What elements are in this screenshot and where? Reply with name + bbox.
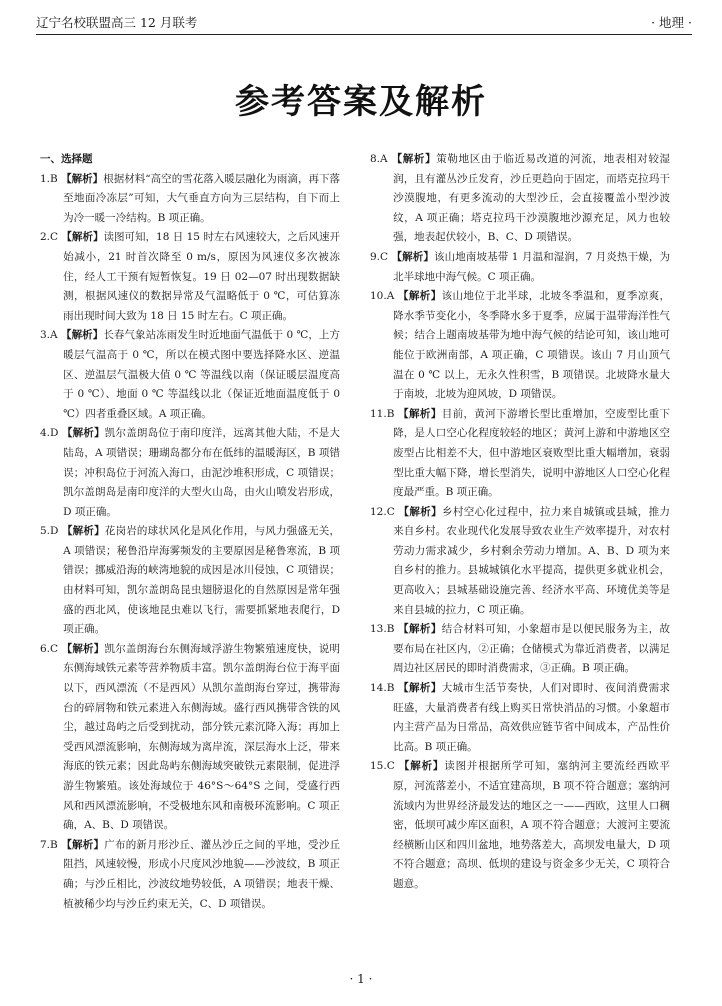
- analysis-tag: 【解析】: [398, 290, 442, 303]
- answer-number: 4.D: [40, 427, 59, 440]
- answer-text: 花岗岩的球状风化是风化作用，与风力强盛无关，A 项错误；秘鲁沿岸海雾频发的主要原因是秘鲁寒流，B 项错误；挪威沿海的峡湾地貌的成因是冰川侵蚀，C 项错误；由材料可知，凯尔盖朗岛昆虫翅膀退化的自然原因是常年强盛的西北风，使该地昆虫难以飞行，需要抓紧地表爬行，D 项正确。: [63, 525, 341, 636]
- answer-number: 6.C: [40, 642, 59, 655]
- answer-text: 凯尔盖朗海台东侧海域浮游生物繁殖速度快，说明东侧海域铁元素等营养物质丰富。凯尔盖朗海台位于海平面以下，西风漂流（不是西风）从凯尔盖朗海台穿过，携带海台的碎屑物和铁元素进入东侧海域。盛行西风携带含铁的风尘，越过岛屿之后受到扰动，部分铁元素沉降入海；再加上受西风漂流影响，东侧海域为离岸流，深层海水上泛，带来海底的铁元素；因此岛屿东侧海域突破铁元素限制，促进浮游生物繁殖。该处海域位于 46°S～64°S 之间，受盛行西风和西风漂流影响，不受极地东风和南极环流影响。C 项正确，A、B、D 项错误。: [63, 642, 341, 832]
- answer-text: 长春气象站冻雨发生时近地面气温低于 0 ℃，上方暖层气温高于 0 ℃，所以在模式图中要选择降水区、逆温区、逆温层气温极大值 0 ℃ 等温线以南（保证暖层温度高于 0 ℃）、地面 0 ℃ 等温线以北（保证近地面温度低于 0 ℃）四者重叠区域。A 项正确。: [63, 329, 341, 420]
- answer-item: [40, 522, 340, 640]
- answer-text: 读图并根据所学可知，塞纳河主要流经西欧平原，河流落差小，不适宜建高坝，B 项不符合题意；塞纳河流域内为世界经济最发达的地区之一——西欧，这里人口稠密，低坝可减少库区面积，A 项不符合题意；大渡河主要流经横断山区和四川盆地，地势落差大，高坝发电量大，D 项不符合题意；高坝、低坝的建设与资金多少无关，C 项符合题意。: [393, 760, 671, 890]
- analysis-tag: 【解析】: [398, 682, 442, 695]
- subject-label: · 地理 ·: [651, 15, 692, 30]
- page-header: [36, 12, 692, 35]
- analysis-tag: 【解析】: [61, 525, 105, 538]
- answer-item: [370, 757, 670, 894]
- analysis-tag: 【解析】: [398, 760, 445, 773]
- answer-item: [40, 326, 340, 424]
- answer-text: 广布的新月形沙丘、灌丛沙丘之间的平地，受沙丘阻挡，风速较慢，形成小尺度风沙地貌——沙波纹，B 项正确；与沙丘相比，沙波纹地势较低，A 项错误；地表干燥、植被稀少均与沙丘约束无关，C、D 项错误。: [63, 838, 341, 910]
- page-title: 参考答案及解析: [235, 82, 487, 122]
- answer-item: [370, 679, 670, 757]
- answer-text: 该山地位于北半球，北坡冬季温和，夏季凉爽，降水季节变化小，冬季降水多于夏季，应属于温带海洋性气候；结合上题南坡基带为地中海气候的结论可知，该山地可能位于欧洲南部，A 项正确，C 项错误。该山 7 月山顶气温在 0 ℃ 以上，无永久性积雪，B 项错误。北坡降水量大于南坡，北坡为迎风坡，D 项错误。: [393, 290, 671, 401]
- analysis-tag: 【解析】: [61, 838, 105, 851]
- analysis-tag: 【解析】: [61, 329, 104, 342]
- exam-name: 辽宁名校联盟高三 12 月联考: [36, 15, 198, 30]
- analysis-tag: 【解析】: [398, 623, 442, 636]
- answer-number: 14.B: [370, 682, 395, 695]
- analysis-tag: 【解析】: [398, 407, 442, 420]
- answer-item: [40, 640, 340, 836]
- answer-text: 根据材料“高空的雪花落入暖层融化为雨滴，再下落至地面冷冻层”可知，大气垂直方向为三层结构，自下而上为冷一暖一冷结构。B 项正确。: [63, 172, 341, 224]
- answer-number: 11.B: [370, 407, 395, 420]
- answer-text: 该山地南坡基带 1 月温和湿润，7 月炎热干燥，为北半球地中海气候。C 项正确。: [393, 250, 671, 283]
- answer-item: [370, 150, 670, 248]
- answer-item: [370, 503, 670, 621]
- answer-number: 15.C: [370, 760, 395, 773]
- answer-number: 2.C: [40, 231, 59, 244]
- left-column: [40, 150, 340, 914]
- answer-text: 凯尔盖朗岛位于南印度洋，远离其他大陆，不是大陆岛，A 项错误；珊瑚岛都分布在低纬的温暖海区，B 项错误；冲积岛位于河流入海口，由泥沙堆积形成，C 项错误；凯尔盖朗岛是南印度洋的大型火山岛，由火山喷发岩形成，D 项正确。: [63, 427, 341, 518]
- answer-text: 大城市生活节奏快，人们对即时、夜间消费需求旺盛，大量消费者有线上购买日常快消品的习惯。小象超市内主营产品为日常品，高效供应链节省中间成本，产品性价比高。B 项正确。: [393, 682, 671, 753]
- answer-number: 13.B: [370, 623, 395, 636]
- answer-item: [40, 424, 340, 522]
- answer-number: 8.A: [370, 153, 388, 165]
- analysis-tag: 【解析】: [398, 505, 442, 518]
- answer-number: 3.A: [40, 329, 58, 342]
- analysis-tag: 【解析】: [61, 231, 104, 244]
- section-title: 一、选择题: [40, 153, 93, 165]
- answer-item: [370, 620, 670, 679]
- analysis-tag: 【解析】: [391, 153, 437, 165]
- answer-text: 目前，黄河下游增长型比重增加，空废型比重下降，是人口空心化程度较轻的地区；黄河上游和中游地区空废型占比相差不大，但中游地区衰败型比重大幅增加，衰弱型比重大幅下降，增长型消失，说明中游地区人口空心化程度最严重。B 项正确。: [393, 407, 671, 499]
- answer-number: 5.D: [40, 525, 59, 538]
- answer-text: 乡村空心化过程中，拉力来自城镇或县城，推力来自乡村。农业现代化发展导致农业生产效率提升，对农村劳动力需求减少，乡村剩余劳动力增加。A、B、D 项为来自乡村的推力。县城城镇化水平提高，提供更多就业机会，更高收入；县城基础设施完善、经济水平高、环境优美等是来自县城的拉力，C 项正确。: [393, 505, 671, 616]
- answer-text: 策勒地区由于临近易改道的河流，地表相对较湿润，且有灌丛沙丘发育，沙丘更趋向于固定，而塔克拉玛干沙漠腹地，有更多流动的大型沙丘，会直接覆盖小型沙波纹，A 项正确；塔克拉玛干沙漠腹地沙源充足，风力也较强，地表起伏较小，B、C、D 项错误。: [393, 153, 671, 244]
- answer-item: [370, 248, 670, 287]
- right-column: [370, 150, 670, 895]
- answer-number: 1.B: [40, 172, 58, 185]
- analysis-tag: 【解析】: [61, 172, 104, 185]
- answer-number: 9.C: [370, 250, 389, 263]
- answer-item: [370, 405, 670, 503]
- answer-number: 12.C: [370, 505, 395, 518]
- answer-item: [40, 170, 340, 229]
- answer-text: 结合材料可知，小象超市是以便民服务为主，故要布局在社区内，②正确；仓储模式为靠近消费者，以满足周边社区居民的即时消费需求，③正确。B 项正确。: [393, 623, 671, 675]
- answer-item: [40, 228, 340, 326]
- answer-number: 10.A: [370, 290, 395, 303]
- answer-text: 读图可知，18 日 15 时左右风速较大，之后风速开始减小，21 时首次降至 0 m/s，原因为风速仪多次被冻住，经人工干预有短暂恢复。19 日 02—07 时出现数据缺测，根据风速仪的数据异常及气温略低于 0 ℃，可估算冻雨出现时间大致为 18 日 15 时左右。C 项正确。: [63, 231, 341, 322]
- answer-item: [40, 836, 340, 914]
- answer-number: 7.B: [40, 838, 58, 851]
- page-number: · 1 ·: [349, 972, 373, 986]
- analysis-tag: 【解析】: [391, 250, 435, 263]
- answer-item: [370, 287, 670, 405]
- analysis-tag: 【解析】: [61, 427, 105, 440]
- analysis-tag: 【解析】: [61, 642, 105, 655]
